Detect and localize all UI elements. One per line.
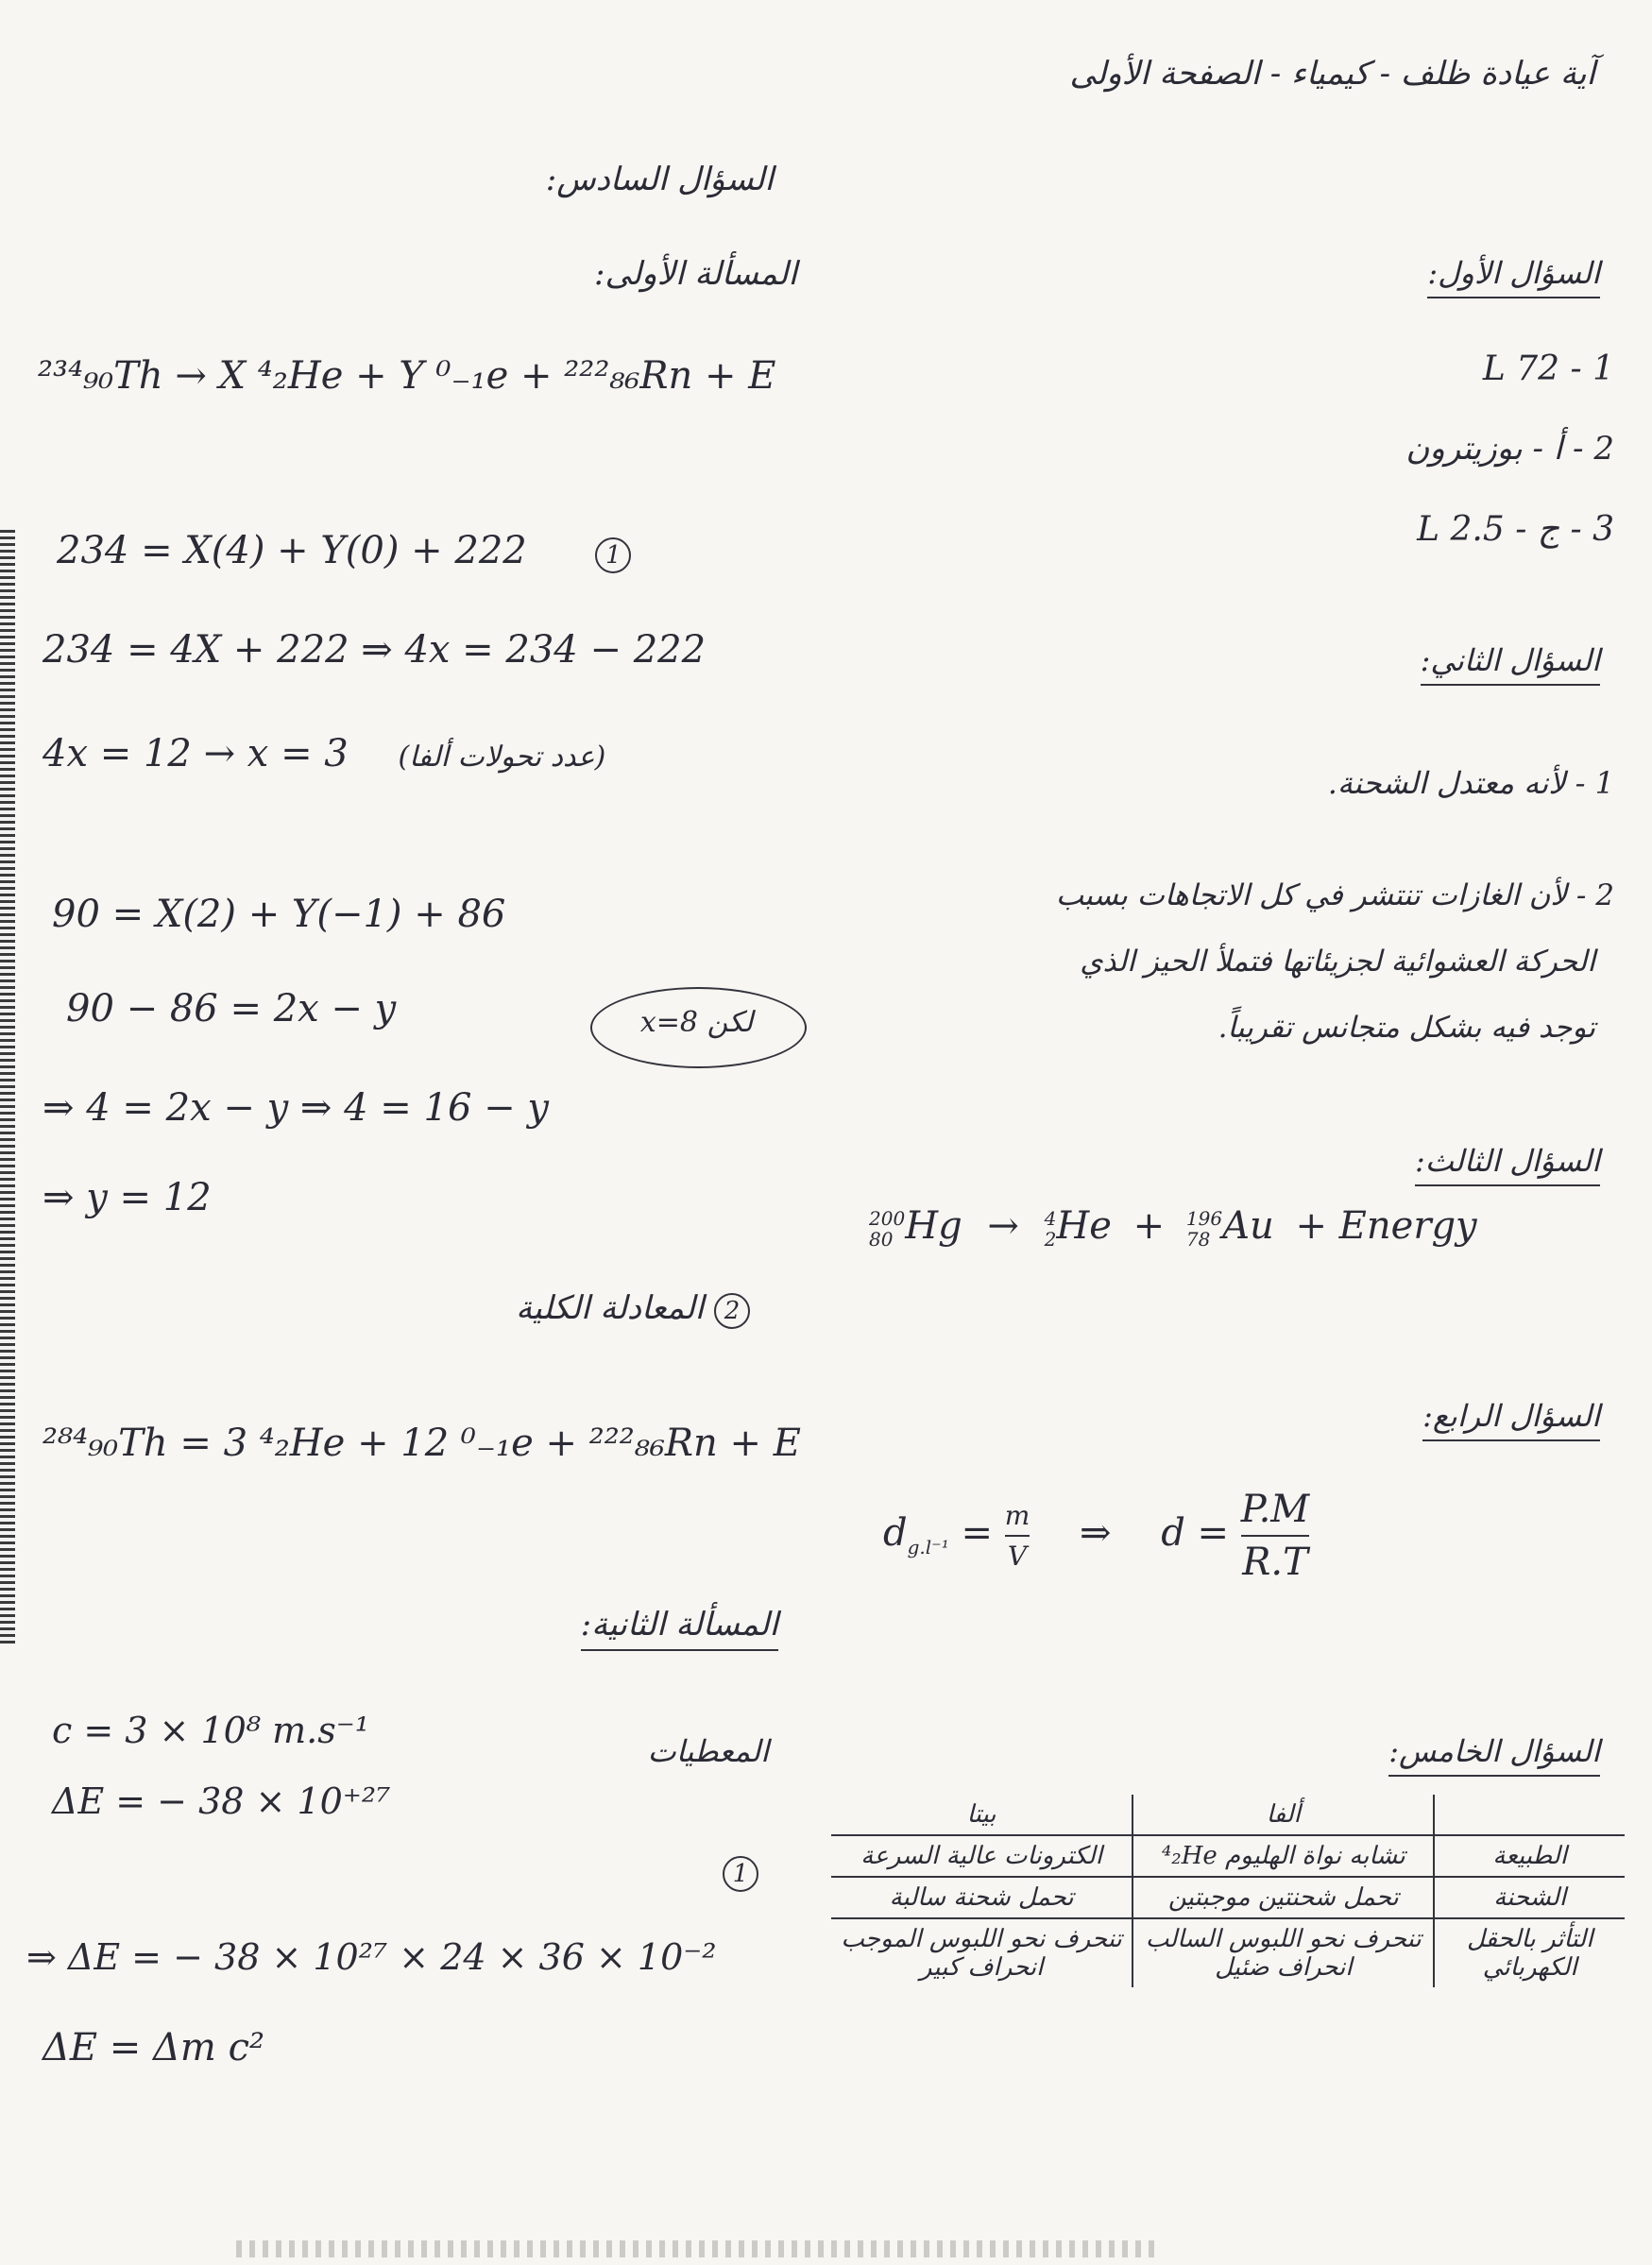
calc-circle xyxy=(723,1856,758,1892)
alpha-beta-table xyxy=(831,1795,1625,1987)
mass-over-volume xyxy=(1005,1500,1030,1572)
density-symbol: d xyxy=(883,1511,908,1555)
au-symbol: Au xyxy=(1222,1204,1274,1248)
binding-edge xyxy=(0,529,15,1643)
given-label: المعطيات xyxy=(647,1733,769,1769)
q6-title: السؤال السادس: xyxy=(545,161,774,198)
q1-answer-1: 1 - 72 L xyxy=(1482,349,1614,388)
beta-nature: الكترونات عالية السرعة xyxy=(831,1835,1133,1877)
q2-answer-2-line3: توجد فيه بشكل متجانس تقريباً. xyxy=(1218,1011,1595,1045)
step1-text: 234 = X(4) + Y(0) + 222 xyxy=(57,529,527,572)
equals-sign: = xyxy=(961,1511,993,1555)
calc-circle-number: 1 xyxy=(723,1856,758,1892)
alpha-count-note: (عدد تحولات ألفا) xyxy=(398,741,606,774)
alpha-nature: تشابه نواة الهليوم ⁴₂He xyxy=(1133,1835,1434,1877)
q3-title: السؤال الثالث: xyxy=(1415,1143,1600,1186)
table-header-empty xyxy=(1434,1795,1625,1835)
reaction-arrow: → xyxy=(987,1204,1019,1248)
total-equation-label xyxy=(516,1289,750,1329)
volume-symbol: V xyxy=(1007,1541,1028,1572)
q2-answer-2-line2: الحركة العشوائية لجزيئاتها فتملأ الحيز الذي xyxy=(1080,945,1595,979)
row-label-field: التأثر بالحقل الكهربائي xyxy=(1434,1918,1625,1987)
total-label-text: المعادلة الكلية xyxy=(516,1289,705,1327)
hg-atomic-number: 80 xyxy=(869,1228,894,1251)
problem2-title: المسألة الثانية: xyxy=(581,1606,778,1651)
pm-over-rt xyxy=(1241,1488,1309,1584)
q2-answer-1: 1 - لأنه معتدل الشحنة. xyxy=(1327,765,1614,801)
row-label-charge: الشحنة xyxy=(1434,1877,1625,1918)
fraction-bar xyxy=(1005,1535,1030,1537)
q4-density-formula xyxy=(883,1488,1309,1584)
mass-energy-formula: ΔE = Δm c² xyxy=(43,2026,264,2069)
step2-line4: ⇒ y = 12 xyxy=(43,1176,212,1219)
table-header-alpha: ألفا xyxy=(1133,1795,1434,1835)
fraction-bar-2 xyxy=(1241,1535,1309,1537)
q1-answer-2: 2 - أ - بوزيترون xyxy=(1405,430,1614,468)
density-unit: g.l⁻¹ xyxy=(907,1536,949,1558)
table-header-beta: بيتا xyxy=(966,1800,996,1829)
energy-term: + Energy xyxy=(1295,1204,1477,1248)
delta-e-given: ΔE = − 38 × 10⁺²⁷ xyxy=(52,1780,391,1822)
q3-equation xyxy=(869,1204,1477,1250)
q5-title: السؤال الخامس: xyxy=(1388,1733,1600,1777)
alpha-field: تنحرف نحو اللبوس السالب انحراف ضئيل xyxy=(1133,1918,1434,1987)
au-atomic-number: 78 xyxy=(1185,1228,1211,1251)
beta-field: تنحرف نحو اللبوس الموجب انحراف كبير xyxy=(831,1918,1133,1987)
note-but-x: لكن x=8 xyxy=(639,1006,754,1039)
beta-charge: تحمل شحنة سالبة xyxy=(831,1877,1133,1918)
mass-symbol: m xyxy=(1004,1500,1030,1531)
table-row xyxy=(831,1918,1625,1987)
step1-line1 xyxy=(57,529,631,573)
total-equation: ²⁸⁴₉₀Th = 3 ⁴₂He + 12 ⁰₋₁e + ²²²₈₆Rn + E xyxy=(43,1422,801,1465)
he-mass: 4 xyxy=(1044,1207,1057,1230)
q2-title: السؤال الثاني: xyxy=(1421,642,1600,686)
he-atomic-number: 2 xyxy=(1044,1228,1057,1251)
pm-numerator: P.M xyxy=(1240,1488,1310,1531)
au-mass: 196 xyxy=(1185,1207,1223,1230)
table-header-row xyxy=(831,1795,1625,1835)
page-header: آية عيادة ظلف - كيمياء - الصفحة الأولى xyxy=(1069,55,1595,93)
step1-line2: 234 = 4X + 222 ⇒ 4x = 234 − 222 xyxy=(43,628,707,672)
table-row xyxy=(831,1877,1625,1918)
he-symbol: He xyxy=(1056,1204,1112,1248)
q1-answer-3: 3 - ج - 2.5 L xyxy=(1417,510,1614,549)
step2-line2: 90 − 86 = 2x − y xyxy=(66,987,397,1030)
row-label-nature: الطبيعة xyxy=(1434,1835,1625,1877)
table-row xyxy=(831,1835,1625,1877)
q2-answer-2-line1: 2 - لأن الغازات تنتشر في كل الاتجاهات بسبب xyxy=(1055,878,1614,912)
step2-line1: 90 = X(2) + Y(−1) + 86 xyxy=(52,893,506,936)
density-lhs: d = xyxy=(1161,1511,1230,1555)
step2-line3: ⇒ 4 = 2x − y ⇒ 4 = 16 − y xyxy=(43,1086,549,1130)
total-circle-number: 2 xyxy=(714,1293,750,1329)
problem1-title: المسألة الأولى: xyxy=(594,255,797,293)
step1-line3-text: 4x = 12 → x = 3 xyxy=(43,732,349,775)
plus-sign: + xyxy=(1133,1204,1166,1248)
alpha-charge: تحمل شحنتين موجبتين xyxy=(1133,1877,1434,1918)
implies-arrow: ⇒ xyxy=(1079,1511,1112,1555)
bottom-edge-tear xyxy=(236,2240,1162,2257)
hg-symbol: Hg xyxy=(905,1204,962,1248)
q4-title: السؤال الرابع: xyxy=(1422,1398,1600,1441)
step1-line3 xyxy=(43,732,605,775)
hg-mass: 200 xyxy=(869,1207,906,1230)
rt-denominator: R.T xyxy=(1242,1541,1308,1584)
speed-of-light: c = 3 × 10⁸ m.s⁻¹ xyxy=(52,1710,370,1751)
delta-e-calculation: ⇒ ΔE = − 38 × 10²⁷ × 24 × 36 × 10⁻² xyxy=(26,1936,717,1978)
step1-circle-number: 1 xyxy=(595,537,631,573)
q1-title: السؤال الأول: xyxy=(1427,255,1600,298)
problem1-main-equation: ²³⁴₉₀Th → X ⁴₂He + Y ⁰₋₁e + ²²²₈₆Rn + E xyxy=(38,354,776,398)
